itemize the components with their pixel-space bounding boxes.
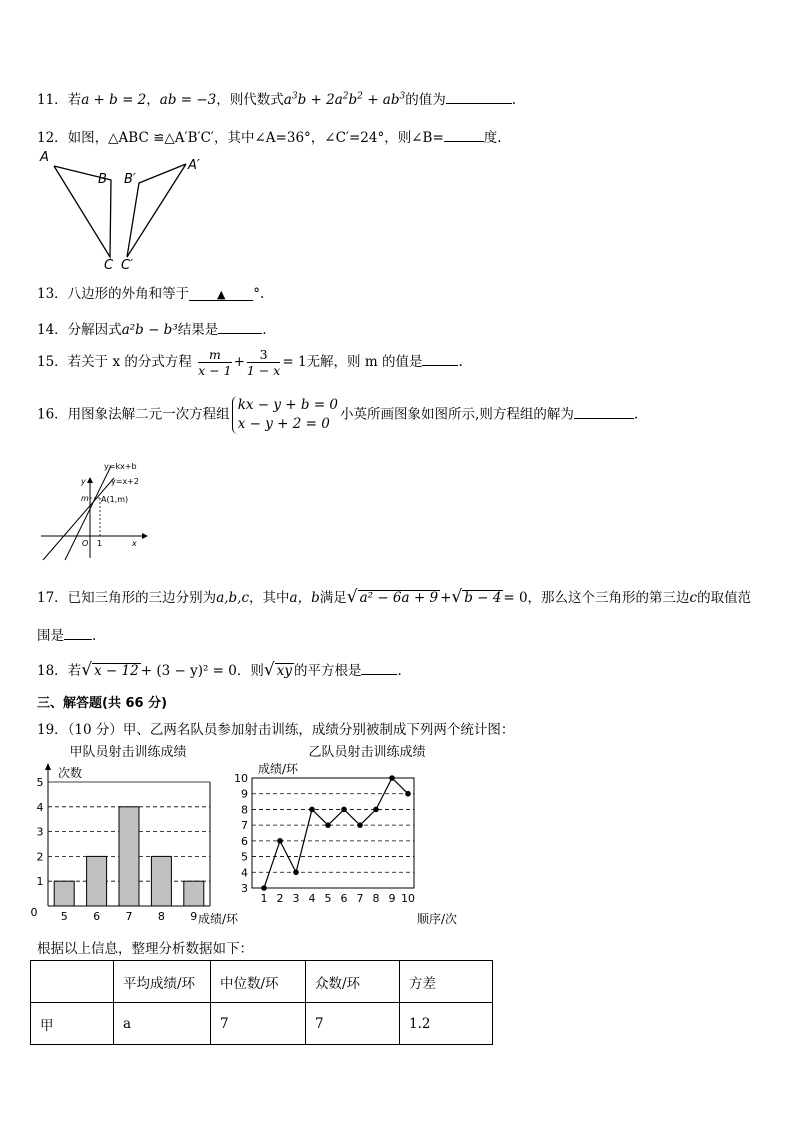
bar <box>151 856 171 906</box>
y-tick-label: 3 <box>241 882 248 895</box>
section-title: 三、解答题(共 66 分) <box>37 696 168 711</box>
q14-end: . <box>262 322 267 338</box>
y-axis-arrow-icon <box>45 763 51 770</box>
q15-pre: 15．若关于 x 的分式方程 <box>37 354 192 370</box>
q17-part-b: ，其中 <box>249 590 290 606</box>
label-c-prime: C′ <box>121 258 134 273</box>
q17-plus: + <box>440 590 452 606</box>
table-header-cell <box>31 961 114 1003</box>
label-b: B <box>98 172 107 187</box>
table-cell: 7 <box>211 1003 306 1045</box>
q17-part-e: 的取值范 <box>697 590 752 606</box>
q11-end: . <box>511 92 517 108</box>
table-header-cell: 平均成绩/环 <box>114 961 211 1003</box>
q18-radicand-1: x − 12 <box>94 663 139 679</box>
q17-line2: 围是 <box>37 628 64 644</box>
q11-tail: 的值为 <box>405 92 446 108</box>
q15-fraction-2 <box>247 347 280 378</box>
q17-radicand-1: a² − 6a + 9 <box>359 590 439 606</box>
question-11 <box>37 88 516 108</box>
bar-chart-jia <box>30 742 250 927</box>
table-cell: a <box>114 1003 211 1045</box>
sqrt-icon: √ <box>81 660 93 680</box>
y-tick-label: 0 <box>30 906 38 919</box>
bar <box>54 881 74 906</box>
y-tick-label: 8 <box>241 803 248 817</box>
y-tick-label: 6 <box>241 834 248 848</box>
q17-part-d: ，那么这个三角形的第三边 <box>527 590 690 606</box>
table-header-cell: 中位数/环 <box>211 961 306 1003</box>
q17-radicand-2: b − 4 <box>464 590 502 606</box>
table-cell: 7 <box>306 1003 400 1045</box>
bar <box>87 856 107 906</box>
x-axis-label: 成绩/环 <box>198 912 239 926</box>
chart-title: 乙队员射击训练成绩 <box>308 745 426 760</box>
data-point <box>341 807 347 813</box>
q14-tail: 结果是 <box>177 322 219 338</box>
answer-blank[interactable] <box>189 286 253 301</box>
q12-tail: 度. <box>483 130 502 146</box>
q11-plus2: + 2 <box>310 92 335 108</box>
y-tick-label: 9 <box>241 787 248 801</box>
question-17 <box>37 586 751 607</box>
label-b-prime: B′ <box>124 172 136 187</box>
x-tick-label: 8 <box>372 892 380 905</box>
x-tick-label: 1 <box>260 892 268 905</box>
q12-triangle-figure <box>36 150 216 275</box>
answer-blank[interactable] <box>446 89 512 104</box>
y-tick-label: 1 <box>36 875 44 889</box>
label-x-plus-2: y=x+2 <box>111 477 139 486</box>
q11-expression: $a^3b + 2a^2b^2 + ab^3$ <box>283 91 406 108</box>
q15-tail: 无解，则 m 的值是 <box>306 354 423 370</box>
q16-eq1: kx − y + b = 0 <box>237 397 339 413</box>
q17-part-a: 17．已知三角形的三边分别为 <box>37 590 217 606</box>
data-point <box>389 775 395 781</box>
table-header-cell: 方差 <box>400 961 493 1003</box>
q13-tail: °. <box>253 286 265 302</box>
label-one: 1 <box>97 539 103 548</box>
y-tick-label: 5 <box>241 850 248 864</box>
line-chart-yi <box>232 742 482 927</box>
q11-comma: ， <box>146 92 160 108</box>
q18-end: . <box>397 663 402 679</box>
q13-text: 13．八边形的外角和等于 <box>37 286 190 302</box>
q12-text: 12．如图，△ABC ≌△A′B′C′，其中∠A=36°，∠C′=24°，则∠B= <box>37 130 444 146</box>
series-line <box>264 778 408 888</box>
x-tick-label: 7 <box>125 910 133 923</box>
q18-mid: + (3 − y)² = 0．则 <box>140 663 264 679</box>
q16-graph-figure <box>38 458 148 563</box>
question-14 <box>37 318 267 338</box>
question-12 <box>37 126 502 146</box>
data-point <box>261 885 267 891</box>
q11-cond2: ab = −3 <box>159 92 217 108</box>
question-17-line-2 <box>37 624 96 644</box>
label-point-a: A(1,m) <box>101 495 129 504</box>
label-a: A <box>40 150 49 165</box>
label-x: x <box>132 539 137 548</box>
sqrt-icon: √ <box>451 587 463 607</box>
y-tick-label: 4 <box>241 866 248 880</box>
question-18 <box>37 659 402 680</box>
q11-cond1: a + b = 2 <box>81 92 147 108</box>
table-header-cell: 众数/环 <box>306 961 400 1003</box>
answer-blank[interactable] <box>361 660 397 675</box>
label-kx-b: y=kx+b <box>104 462 137 471</box>
y-tick-label: 3 <box>36 825 44 839</box>
x-tick-label: 10 <box>401 892 415 905</box>
x-tick-label: 9 <box>388 892 396 905</box>
x-tick-label: 6 <box>93 910 101 923</box>
q15-plus: + <box>233 354 245 370</box>
y-tick-label: 5 <box>36 776 44 789</box>
line-x-plus-2 <box>43 478 114 560</box>
data-point <box>373 807 379 813</box>
q17-eq: = 0 <box>503 590 528 606</box>
x-tick-label: 8 <box>157 910 165 923</box>
triangle-marker-icon: ▲ <box>216 288 226 301</box>
table-header-row <box>31 961 493 1003</box>
bar <box>184 881 204 906</box>
table-cell: 甲 <box>31 1003 114 1045</box>
bar <box>119 807 139 906</box>
q11-expr-a: a <box>283 92 292 108</box>
y-tick-label: 7 <box>241 819 248 833</box>
q15-f1-num: m <box>198 347 231 363</box>
q14-expression: a²b − b³ <box>121 322 178 338</box>
x-axis-label: 顺序/次 <box>417 912 458 926</box>
y-tick-label: 10 <box>234 772 248 785</box>
table-row <box>31 1003 493 1045</box>
label-a-prime: A′ <box>188 158 200 173</box>
q15-fraction-1 <box>198 347 231 378</box>
q15-f2-den: 1 − x <box>246 363 281 378</box>
q17-ab: a，b <box>289 590 320 606</box>
label-y: y <box>81 477 86 486</box>
q16-eq2: x − y + 2 = 0 <box>237 416 330 432</box>
q16-equation-system <box>232 396 338 434</box>
q15-end: . <box>458 354 463 370</box>
q15-f2-num: 3 <box>247 347 280 363</box>
data-point <box>293 869 299 875</box>
y-axis-label: 次数 <box>58 766 83 780</box>
x-tick-label: 3 <box>292 892 300 905</box>
x-tick-label: 7 <box>356 892 364 905</box>
y-tick-label: 2 <box>36 850 44 864</box>
q17-sides: a,b,c <box>216 590 250 606</box>
q11-plus: + <box>367 92 379 108</box>
chart-title: 甲队员射击训练成绩 <box>69 745 187 760</box>
y-axis-arrow-icon <box>87 477 93 483</box>
y-axis-label: 成绩/环 <box>258 762 299 776</box>
question-16 <box>37 396 638 434</box>
q17-c: c <box>689 590 698 606</box>
q15-f1-den: x − 1 <box>198 363 232 378</box>
q16-end: . <box>633 406 639 423</box>
q11-lead: 11．若 <box>37 92 82 108</box>
q17-part-c: 满足 <box>319 590 347 606</box>
question-15 <box>37 347 463 378</box>
y-tick-label: 4 <box>36 800 44 814</box>
q11-text: ，则代数式 <box>216 92 284 108</box>
q18-tail: 的平方根是 <box>293 663 362 679</box>
data-point <box>309 807 315 813</box>
answer-blank[interactable] <box>422 351 458 366</box>
q11-expr-b: b <box>297 92 307 108</box>
plot-frame <box>252 778 414 888</box>
x-tick-label: 9 <box>190 910 198 923</box>
q16-tail: 小英所画图象如图所示,则方程组的解为 <box>340 406 574 423</box>
q17-end: . <box>92 628 97 644</box>
analysis-table <box>30 960 493 1045</box>
answer-blank[interactable] <box>574 404 634 419</box>
q18-pre: 18．若 <box>37 663 82 679</box>
answer-blank[interactable] <box>64 625 92 640</box>
q15-eq: = 1 <box>282 354 307 370</box>
x-tick-label: 5 <box>324 892 332 905</box>
x-tick-label: 5 <box>60 910 68 923</box>
x-axis-arrow-icon <box>142 533 148 539</box>
data-point <box>325 822 331 828</box>
label-origin: O <box>82 539 89 548</box>
x-tick-label: 6 <box>340 892 348 905</box>
x-tick-label: 2 <box>276 892 284 905</box>
answer-blank[interactable] <box>218 319 262 334</box>
sqrt-icon: √ <box>346 587 358 607</box>
answer-blank[interactable] <box>444 127 484 142</box>
label-c: C <box>104 258 114 273</box>
question-13 <box>37 282 264 302</box>
q14-pre: 14．分解因式 <box>37 322 122 338</box>
data-point <box>357 822 363 828</box>
q16-pre: 16．用图象法解二元一次方程组 <box>37 406 230 423</box>
question-19: 19．（10 分）甲、乙两名队员参加射击训练，成绩分别被制成下列两个统计图： <box>37 722 515 738</box>
sqrt-icon: √ <box>263 660 275 680</box>
x-tick-label: 4 <box>308 892 316 905</box>
analysis-intro: 根据以上信息，整理分析数据如下： <box>37 941 253 957</box>
data-point <box>277 838 283 844</box>
q18-radicand-2: xy <box>276 663 292 679</box>
data-point <box>405 791 411 797</box>
label-m: m <box>81 494 89 503</box>
table-cell: 1.2 <box>400 1003 493 1045</box>
